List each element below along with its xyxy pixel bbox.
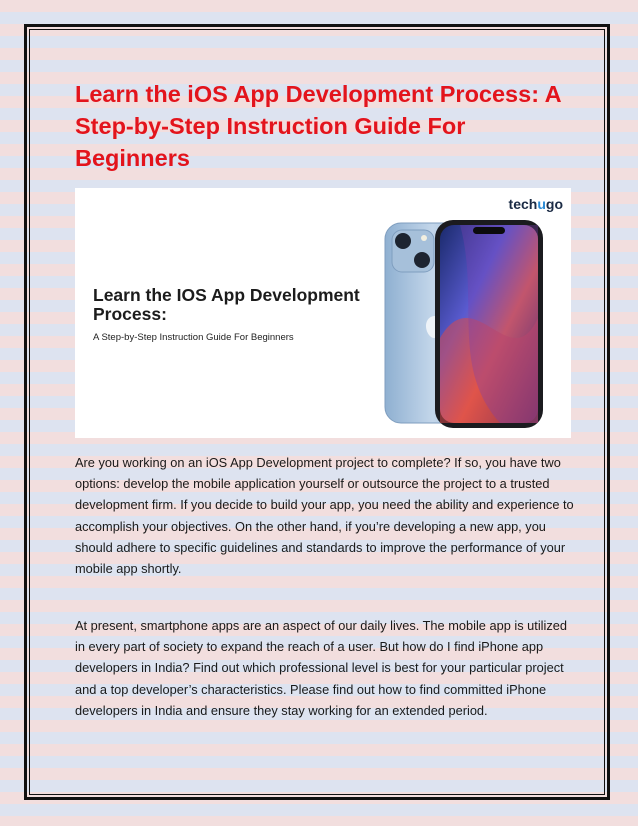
second-paragraph: At present, smartphone apps are an aspect of our daily lives. The mobile app is utilized in every part of society to expand the reach of a user. But how do I find iPhone app developers in India? Find out which professional level is best for your particular project and a top developer’s characteristics. Please find out how to find committed iPhone developers in India and ensure they stay working for an extended period. bbox=[75, 618, 568, 718]
camera-lens-1 bbox=[395, 233, 411, 249]
banner-subheading: A Step-by-Step Instruction Guide For Beginners bbox=[93, 332, 294, 343]
hero-banner-image bbox=[75, 188, 571, 438]
brand-logo: techugo bbox=[508, 196, 563, 212]
intro-paragraph: Are you working on an iOS App Development project to complete? If so, you have two options: develop the mobile application yourself or outsource the project to a trusted development firm. If you decide to build your app, you need the ability and experience to accomplish your objectives. On the other hand, if you’re developing a new app, you should adhere to specific guidelines and standards to improve the performance of your mobile app shortly. bbox=[75, 455, 574, 577]
phone-notch bbox=[473, 227, 505, 234]
camera-lens-2 bbox=[414, 252, 430, 268]
camera-flash bbox=[421, 235, 427, 241]
iphone-illustration bbox=[380, 218, 555, 433]
banner-heading: Learn the IOS App Development Process: bbox=[93, 285, 360, 324]
document-title: Learn the iOS App Development Process: A Step-by-Step Instruction Guide For Beginners bbox=[75, 81, 561, 171]
